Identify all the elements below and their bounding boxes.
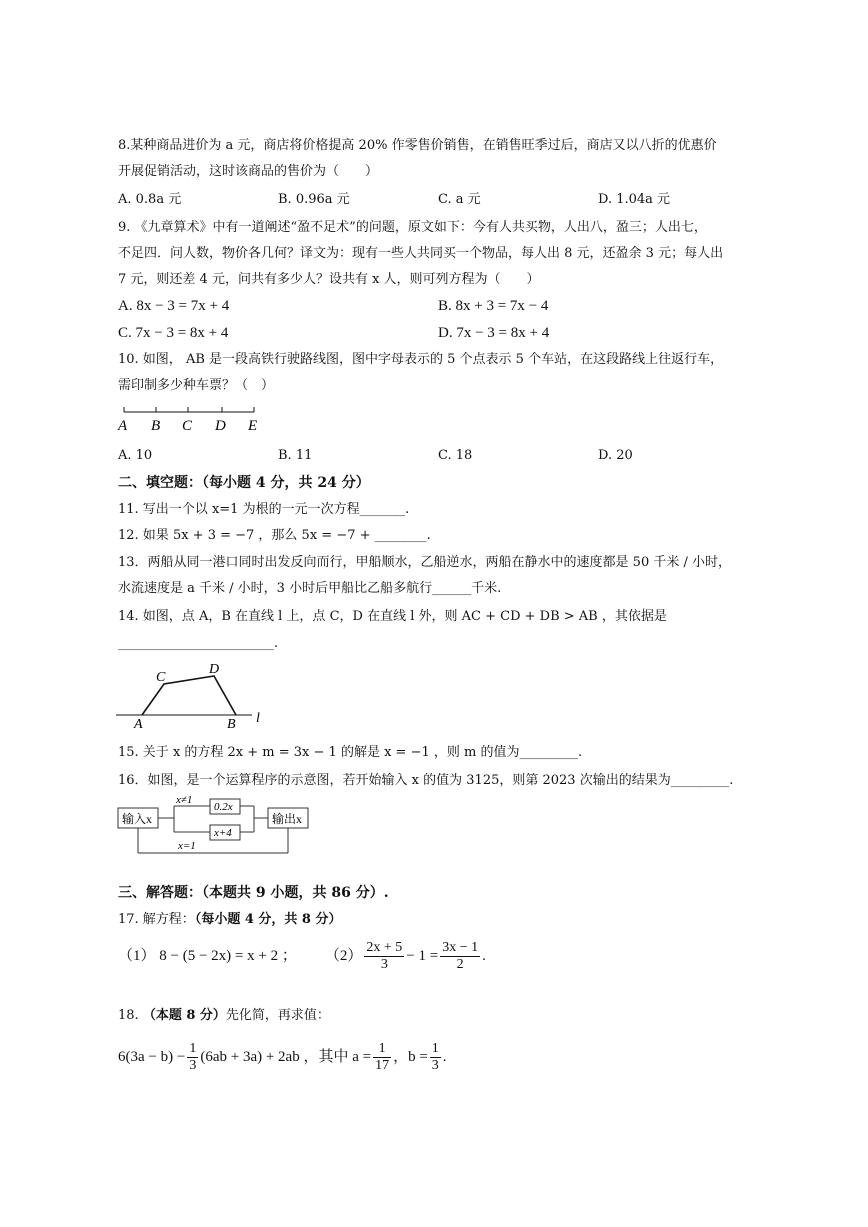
q8-line2: 开展促销活动，这时该商品的售价为（ ） [118, 164, 379, 179]
q18-frac2-denominator: 17 [375, 1057, 390, 1073]
q17-part2-label: （2） [324, 948, 363, 964]
q10-option-a: A. 10 [118, 448, 153, 463]
q18-expr-part-c: ，b = [393, 1049, 428, 1065]
q17-title [118, 912, 342, 928]
q17-frac1-denominator: 3 [380, 956, 388, 972]
q18-expr-part-d: . [442, 1049, 447, 1065]
station-label-a: A [118, 418, 128, 434]
condition-bottom-label: x=1 [178, 840, 196, 852]
q13-line1: 13．两船从同一港口同时出发反向而行，甲船顺水，乙船逆水，两船在静水中的速度都是 50 千米 / 小时， [118, 555, 731, 570]
point-label-d: D [209, 662, 220, 677]
q18-expr-part-a: 6(3a − b) − [118, 1049, 186, 1065]
q9-option-b: B. 8x + 3 = 7x − 4 [438, 298, 549, 314]
section-2-heading: 二、填空题：（每小题 4 分，共 24 分） [118, 475, 370, 491]
q18-frac1-denominator: 3 [189, 1057, 197, 1073]
q18-fraction-b-value [430, 1041, 441, 1074]
q9-option-d: D. 7x − 3 = 8x + 4 [438, 325, 550, 341]
condition-top-label: x≠1 [176, 794, 193, 806]
q9-line1: 9. 《九章算术》中有一道阐述“盈不足术”的问题，原文如下：今有人共买物，人出八，盈三；人出七， [118, 220, 707, 235]
q18-number: 18. [118, 1008, 143, 1023]
line-label-l: l [256, 711, 260, 726]
q8-option-d: D. 1.04a 元 [598, 192, 671, 207]
section-3-heading: 三、解答题：（本题共 9 小题，共 86 分）. [118, 885, 389, 901]
q17-frac1-numerator: 2x + 5 [366, 939, 403, 955]
q18-expression [118, 1036, 447, 1078]
q17-title-text: 17. 解方程： [118, 912, 195, 927]
q14-line1: 14. 如图，点 A，B 在直线 l 上，点 C，D 在直线 l 外，则 AC + CD + DB > AB ，其依据是 [118, 609, 667, 624]
q18-title [118, 1008, 330, 1024]
q8-option-c: C. a 元 [438, 192, 481, 207]
q9-option-c: C. 7x − 3 = 8x + 4 [118, 325, 229, 341]
q15: 15. 关于 x 的方程 2x + m = 3x − 1 的解是 x = −1 ，则 m 的值为_________. [118, 745, 583, 760]
output-box-label: 输出x [272, 812, 303, 826]
q17-fraction-left [364, 940, 404, 973]
q17-fraction-right [440, 940, 480, 973]
q18-frac3-denominator: 3 [431, 1057, 439, 1073]
q12: 12. 如果 5x + 3 = −7 ，那么 5x = −7 + ________. [118, 528, 431, 543]
q17-title-points: （每小题 4 分，共 8 分） [194, 912, 342, 927]
q10-line2: 需印制多少种车票？（ ） [118, 378, 275, 393]
q18-frac3-numerator: 1 [431, 1040, 439, 1056]
station-label-e: E [248, 418, 258, 434]
station-label-b: B [151, 418, 161, 434]
q17-frac2-numerator: 3x − 1 [442, 939, 479, 955]
q8-line1: 8.某种商品进价为 a 元，商店将价格提高 20% 作零售价销售，在销售旺季过后，商店又以八折的优惠价 [118, 138, 717, 153]
railway-line-figure [114, 402, 274, 436]
q18-expr-part-b: (6ab + 3a) + 2ab ，其中 a = [200, 1049, 372, 1065]
q11: 11. 写出一个以 x=1 为根的一元一次方程_______. [118, 502, 410, 517]
q17-part1: （1） 8 − (5 − 2x) = x + 2 ； [118, 948, 297, 964]
q17-frac2-denominator: 2 [456, 956, 464, 972]
op-bottom-label: x+4 [214, 827, 232, 839]
q13-line2: 水流速度是 a 千米 / 小时，3 小时后甲船比乙船多航行______千米. [118, 581, 502, 596]
q17-part2-middle: − 1 = [406, 948, 439, 964]
q9-line2: 不足四．问人数，物价各几何？译文为：现有一些人共同买一个物品，每人出 8 元，还盈余 3 元；每人出 [118, 246, 724, 261]
q18-fraction-a-value [373, 1041, 391, 1074]
line-l-figure [114, 658, 274, 732]
op-top-label: 0.2x [214, 801, 233, 813]
q18-frac2-numerator: 1 [373, 1041, 391, 1058]
q9-line3: 7 元，则还差 4 元，问共有多少人？设共有 x 人，则可列方程为（ ） [118, 272, 540, 287]
q17-equations [118, 936, 486, 976]
point-label-a: A [134, 717, 143, 732]
q17-part2-end: . [482, 948, 486, 964]
q10-option-b: B. 11 [278, 448, 313, 463]
q18-frac1-numerator: 1 [189, 1040, 197, 1056]
q10-line1: 10. 如图， AB 是一段高铁行驶路线图，图中字母表示的 5 个点表示 5 个车站，在这段路线上往返行车， [118, 352, 724, 367]
q14-line2: ________________________. [118, 636, 279, 651]
program-flowchart [114, 792, 324, 856]
station-label-d: D [215, 418, 226, 434]
point-label-c: C [156, 670, 166, 685]
q9-option-a: A. 8x − 3 = 7x + 4 [118, 298, 230, 314]
q8-option-b: B. 0.96a 元 [278, 192, 350, 207]
q10-option-c: C. 18 [438, 448, 473, 463]
q18-points: （本题 8 分） [142, 1008, 226, 1023]
q10-option-d: D. 20 [598, 448, 633, 463]
q18-instruction: 先化简，再求值： [225, 1008, 330, 1023]
station-label-c: C [182, 418, 193, 434]
q8-option-a: A. 0.8a 元 [118, 192, 182, 207]
point-label-b: B [227, 717, 236, 732]
q18-fraction-one-third [187, 1041, 198, 1074]
q16-line1: 16．如图，是一个运算程序的示意图，若开始输入 x 的值为 3125，则第 2023 次输出的结果为_________. [118, 773, 734, 788]
input-box-label: 输入x [122, 812, 153, 826]
